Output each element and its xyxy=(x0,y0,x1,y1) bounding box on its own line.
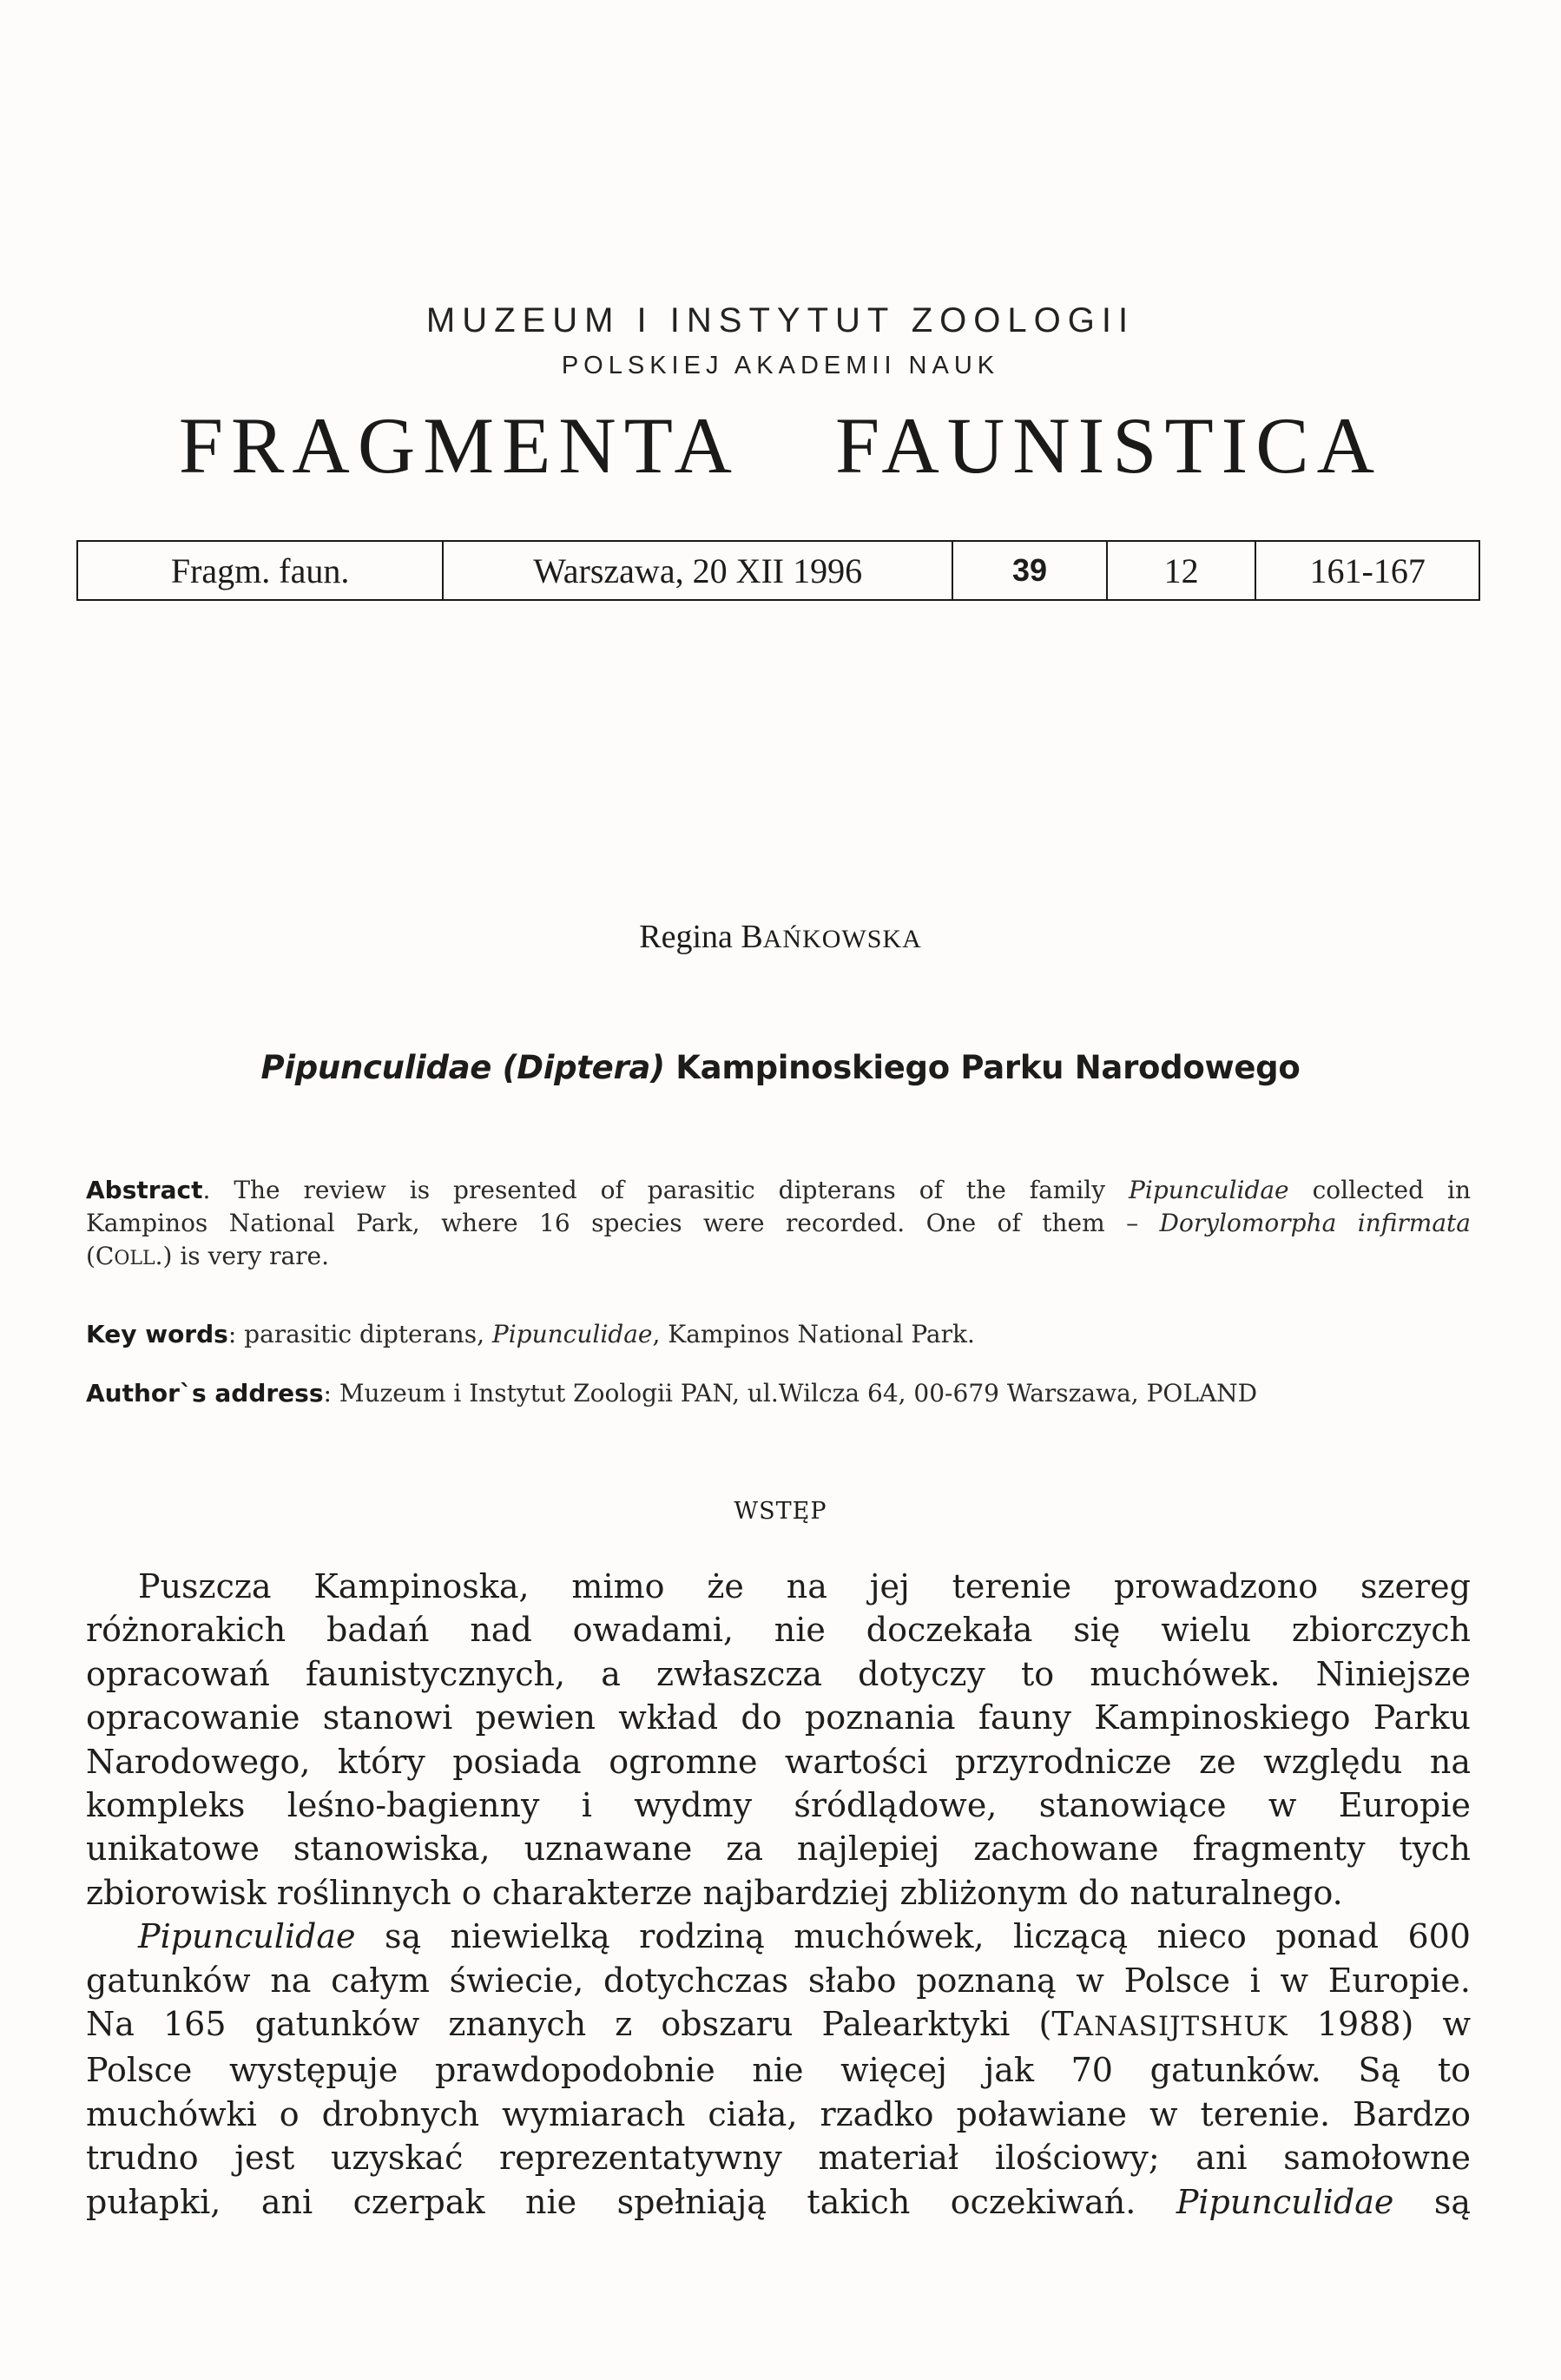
journal-abbrev-cell: Fragm. faun. xyxy=(77,541,443,600)
journal-title xyxy=(0,401,1561,490)
key-words-text: : parasitic dipterans, xyxy=(227,1320,492,1348)
body-line xyxy=(86,2180,1471,2224)
body-line xyxy=(86,1915,1471,1958)
body-text-run: są niewielką rodziną muchówek, liczącą nieco ponad 600 xyxy=(355,1917,1471,1956)
body-taxon: Pipunculidae xyxy=(138,1917,356,1956)
section-heading: WSTĘP xyxy=(734,1498,827,1525)
body-line: trudno jest uzyskać reprezentatywny materiał ilościowy; ani samołowne xyxy=(86,2139,1471,2178)
key-words-label: Key words xyxy=(86,1320,228,1348)
abstract-text: .) is very rare. xyxy=(155,1242,329,1270)
volume-cell: 39 xyxy=(952,541,1107,600)
author-first-name: Regina xyxy=(639,919,733,955)
pages-cell: 161-167 xyxy=(1255,541,1479,600)
author-address-label: Author`s address xyxy=(86,1379,324,1408)
author-surname-rest: AŃKOWSKA xyxy=(762,925,922,953)
body-line: Puszcza Kampinoska, mimo że na jej terenie prowadzono szereg xyxy=(138,1567,1471,1605)
body-text-run: pułapki, ani czerpak nie spełniają takich oczekiwań. xyxy=(86,2182,1176,2221)
body-text xyxy=(86,1565,1471,2224)
academy-name: POLSKIEJ AKADEMII NAUK xyxy=(561,352,1000,379)
place-date-cell: Warszawa, 20 XII 1996 xyxy=(443,541,952,600)
abstract-label: Abstract xyxy=(86,1176,203,1204)
key-words-taxon: Pipunculidae xyxy=(491,1320,653,1348)
journal-title-word2: FAUNISTICA xyxy=(835,401,1383,490)
author-address xyxy=(86,1377,1471,1410)
article-title-rest: Kampinoskiego Parku Narodowego xyxy=(675,1049,1301,1086)
abstract xyxy=(86,1174,1471,1276)
abstract-text: . The review is presented of parasitic dipterans of the family xyxy=(202,1176,1130,1204)
abstract-line xyxy=(86,1207,1471,1240)
body-line: Narodowego, który posiada ogromne wartości przyrodnicze ze względu na xyxy=(86,1742,1471,1781)
body-text-run: Na 165 gatunków znanych z obszaru Palearktyki (T xyxy=(86,2005,1074,2044)
body-line: zbiorowisk roślinnych o charakterze najbardziej zbliżonym do naturalnego. xyxy=(86,1873,1343,1912)
citation-table xyxy=(76,540,1480,601)
abstract-text: Kampinos National Park, where 16 species were recorded. One of them – xyxy=(86,1209,1160,1237)
abstract-line xyxy=(86,1240,1471,1276)
abstract-smallcaps: OLL xyxy=(114,1248,155,1269)
number-cell: 12 xyxy=(1107,541,1256,600)
author-surname xyxy=(741,919,921,955)
abstract-line xyxy=(86,1174,1471,1207)
author-address-text: : Muzeum i Instytut Zoologii PAN, ul.Wilcza 64, 00-679 Warszawa, POLAND xyxy=(323,1379,1258,1408)
body-line: Polsce występuje prawdopodobnie nie więcej jak 70 gatunków. Są to xyxy=(86,2051,1471,2090)
body-smallcaps: ANASIJTSHUK xyxy=(1073,2011,1288,2043)
author-name xyxy=(0,918,1561,956)
body-line: gatunków na całym świecie, dotychczas słabo poznaną w Polsce i w Europie. xyxy=(86,1961,1471,2000)
key-words-text: , Kampinos National Park. xyxy=(652,1320,975,1348)
body-line: różnorakich badań nad owadami, nie doczekała się wielu zbiorczych xyxy=(86,1611,1471,1650)
abstract-species: Dorylomorpha infirmata xyxy=(1159,1209,1471,1237)
abstract-text: collected in xyxy=(1288,1176,1471,1204)
body-line: unikatowe stanowiska, uznawane za najlepiej zachowane fragmenty tych xyxy=(86,1830,1471,1869)
abstract-taxon: Pipunculidae xyxy=(1129,1176,1289,1204)
body-line: opracowań faunistycznych, a zwłaszcza dotyczy to muchówek. Niniejsze xyxy=(86,1654,1471,1693)
body-text-run: 1988) w xyxy=(1288,2005,1471,2044)
journal-title-word1: FRAGMENTA xyxy=(178,401,740,490)
body-line: kompleks leśno-bagienny i wydmy śródlądowe, stanowiące w Europie xyxy=(86,1786,1471,1825)
article-title-taxon: Pipunculidae (Diptera) xyxy=(260,1049,665,1086)
institution-name: MUZEUM I INSTYTUT ZOOLOGII xyxy=(425,301,1136,340)
body-taxon: Pipunculidae xyxy=(1176,2182,1394,2221)
body-line: opracowanie stanowi pewien wkład do poznania fauny Kampinoskiego Parku xyxy=(86,1698,1471,1737)
key-words xyxy=(86,1318,1471,1351)
body-line xyxy=(86,2002,1471,2048)
abstract-text: (C xyxy=(86,1242,115,1270)
author-surname-initial: B xyxy=(741,919,763,955)
body-line: muchówki o drobnych wymiarach ciała, rzadko poławiane w terenie. Bardzo xyxy=(86,2094,1471,2133)
article-title xyxy=(0,1049,1561,1086)
body-text-run: są xyxy=(1393,2182,1471,2221)
